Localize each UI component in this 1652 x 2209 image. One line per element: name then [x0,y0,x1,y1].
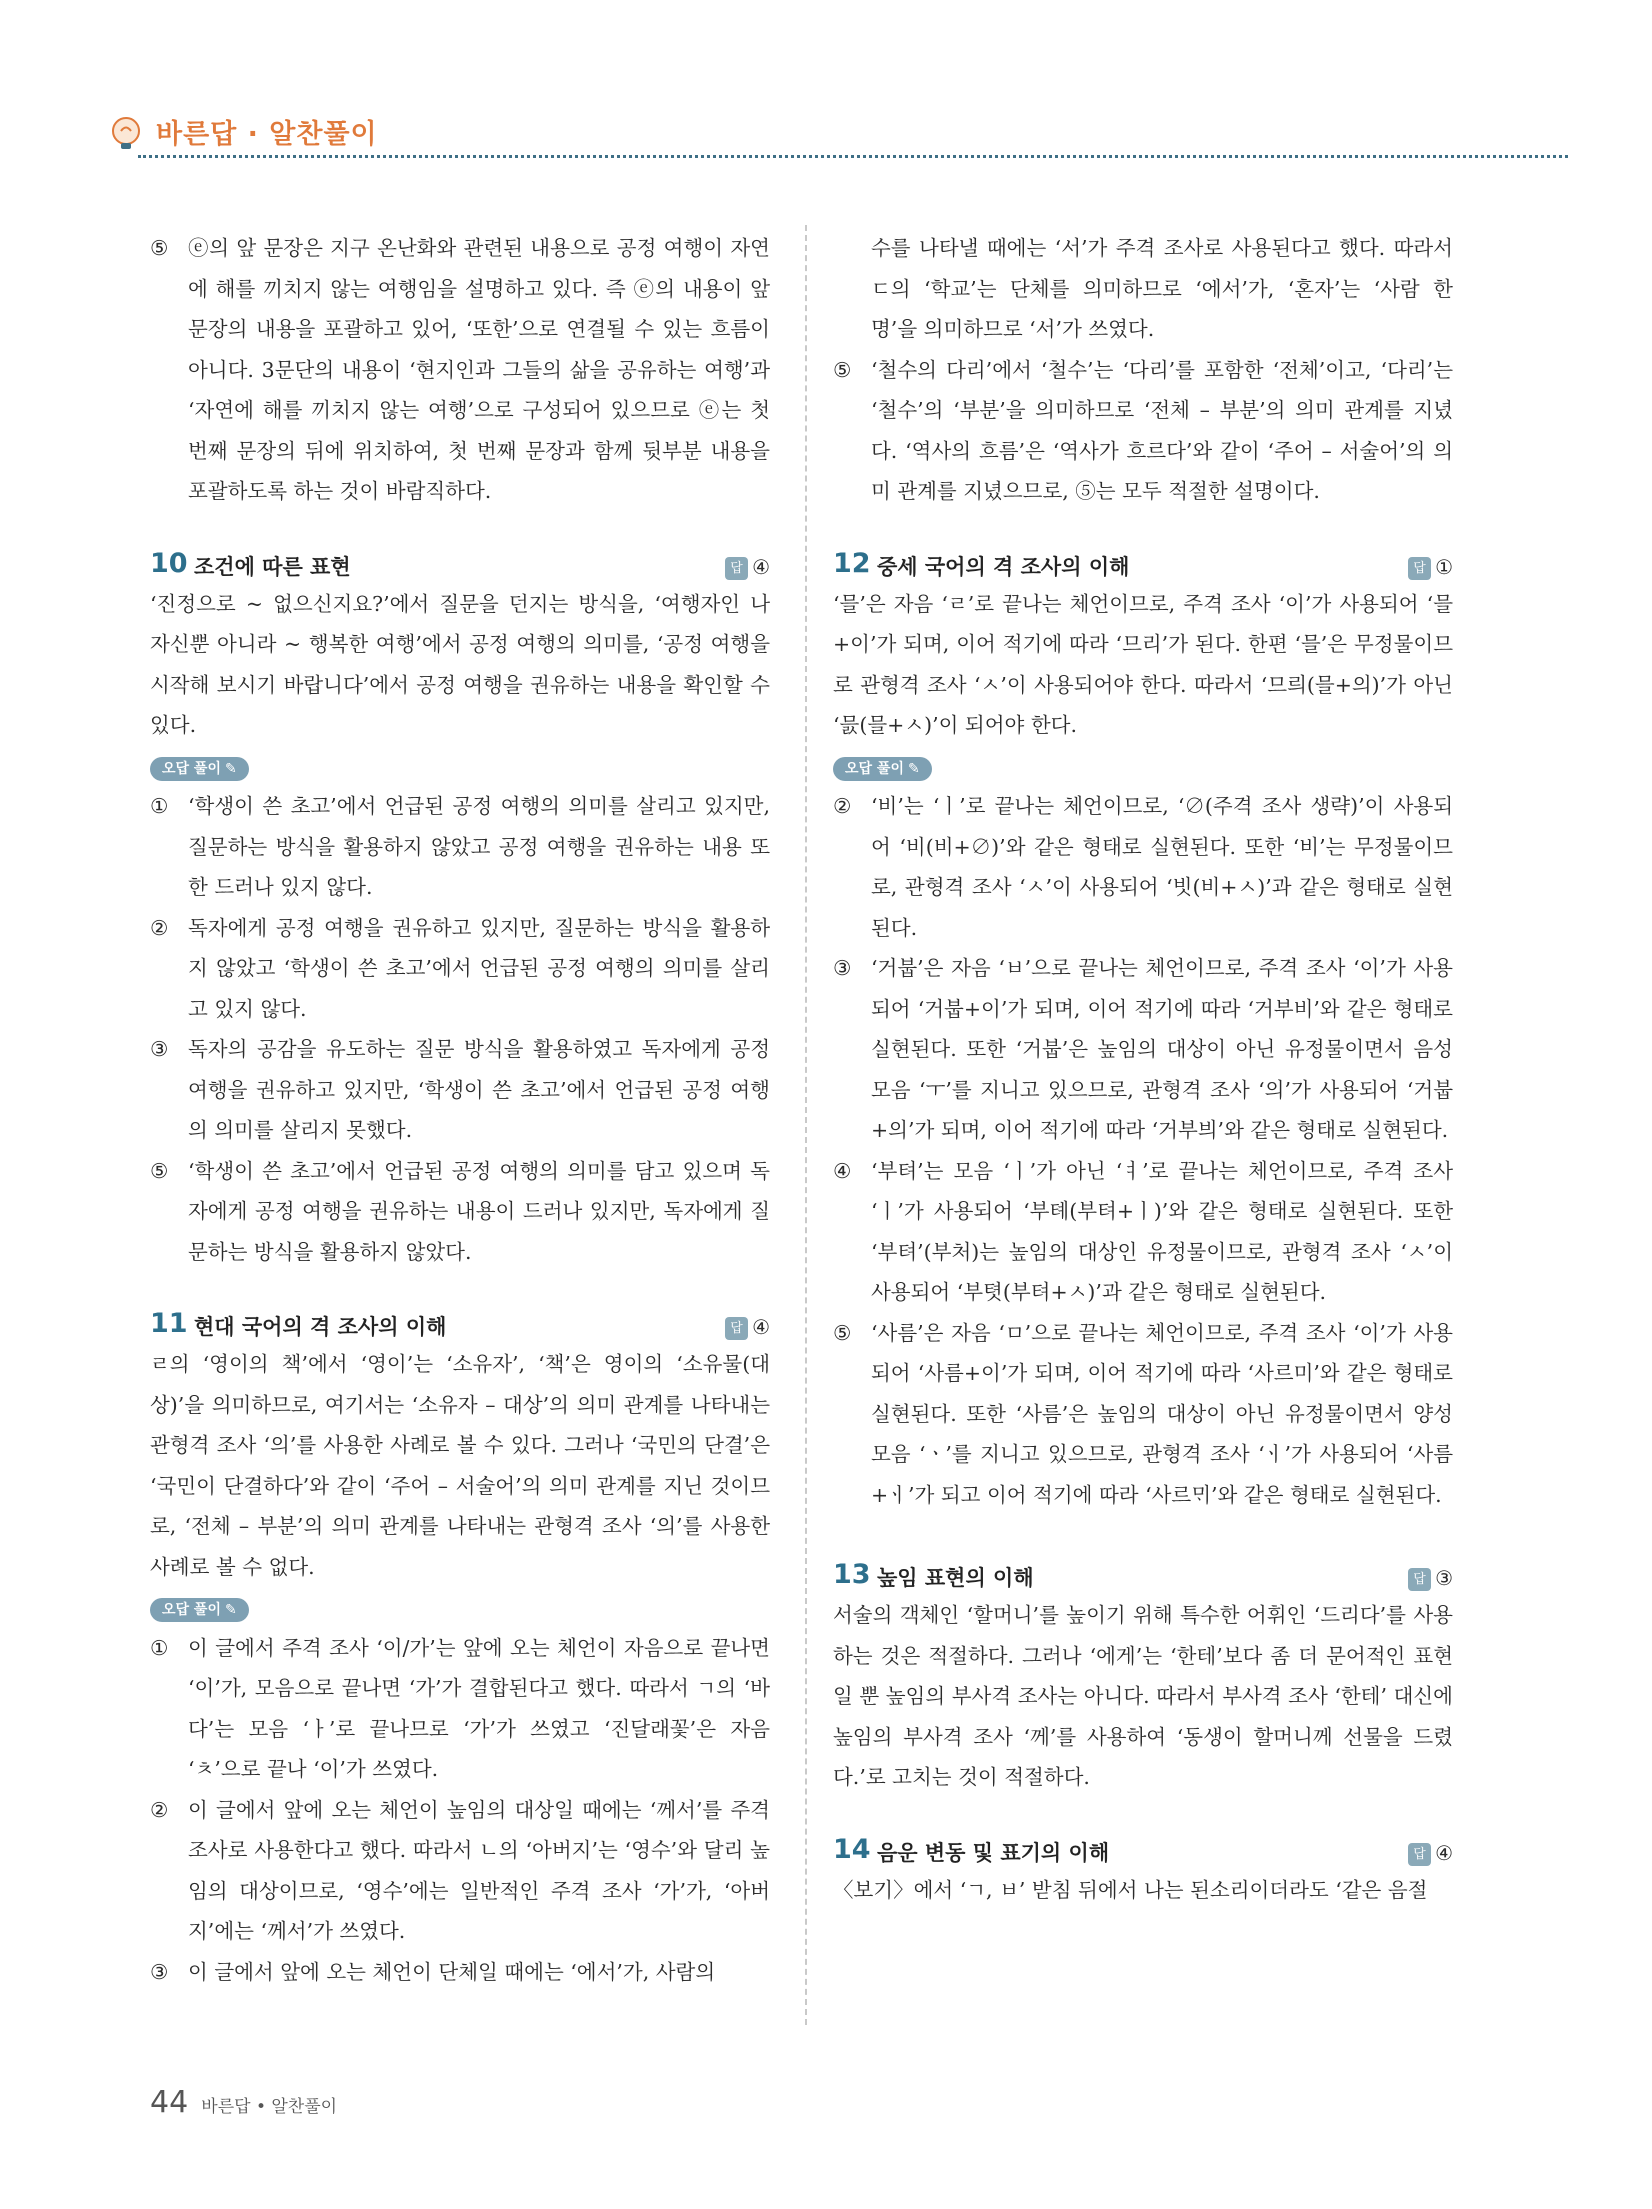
item-text: ‘학생이 쓴 초고’에서 언급된 공정 여행의 의미를 살리고 있지만, 질문하는 방식을 활용하지 않았고 공정 여행을 권유하는 내용 또한 드러나 있지 않다. [188,794,770,899]
item-text: ⓔ의 앞 문장은 지구 온난화와 관련된 내용으로 공정 여행이 자연에 해를 끼치지 않는 여행임을 설명하고 있다. 즉 ⓔ의 내용이 앞 문장의 내용을 포괄하고 있어, ‘또한’으로 연결될 수 있는 흐름이 아니다. 3문단의 내용이 ‘현지인과 그들의 삶을 공유하는 여행’과 ‘자연에 해를 끼치지 않는 여행’으로 구성되어 있으므로 ⓔ는 첫 번째 문장의 뒤에 위치하여, 첫 번째 문장과 함께 뒷부분 내용을 포괄하도록 하는 것이 바람직하다. [188,236,770,503]
lightbulb-icon [108,114,148,154]
section-heading-11 [150,1304,770,1344]
item-number: ② [833,794,852,818]
answer-tag: 답 [1408,557,1431,580]
item-number: ③ [150,1037,169,1061]
pencil-icon: ✎ [224,1602,237,1618]
page-header [108,108,1568,158]
item-number: ④ [833,1158,852,1183]
answer-label [1408,547,1453,588]
list-item [833,786,1453,948]
answer-label [1408,1558,1453,1599]
list-item [150,1151,770,1273]
list-item [150,908,770,1030]
section-number: 14 [833,1833,871,1865]
section-title: 조건에 따른 표현 [194,554,351,579]
column-divider [805,225,807,2025]
pencil-icon: ✎ [224,760,237,777]
item-text: ‘철수의 다리’에서 ‘철수’는 ‘다리’를 포함한 ‘전체’이고, ‘다리’는 ‘철수’의 ‘부분’을 의미하므로 ‘전체 – 부분’의 의미 관계를 지녔다. ‘역사의 흐름’은 ‘역사가 흐르다’와 같이 ‘주어 – 서술어’의 의미 관계를 지녔으므로, ⑤는 모두 적절한 설명이다. [871,357,1453,503]
section-body: ‘믈’은 자음 ‘ㄹ’로 끝나는 체언이므로, 주격 조사 ‘이’가 사용되어 ‘믈+이’가 되며, 이어 적기에 따라 ‘므리’가 된다. 한편 ‘믈’은 무정물이므로 관형격 조사 ‘ㅅ’이 사용되어야 한다. 따라서 ‘므릐(믈+의)’가 아닌 ‘믌(믈+ㅅ)’이 되어야 한다. [833,591,1453,737]
answer-value: ④ [752,554,770,579]
answer-label [1408,1833,1453,1874]
item-text: ‘부텨’는 모음 ‘ㅣ’가 아닌 ‘ㅕ’로 끝나는 체언이므로, 주격 조사 ‘ㅣ’가 사용되어 ‘부톄(부텨+ㅣ)’와 같은 형태로 실현된다. 또한 ‘부텨’(부처)는 높임의 대상인 유정물이므로, 관형격 조사 ‘ㅅ’이 사용되어 ‘부텻(부텨+ㅅ)’과 같은 형태로 실현된다. [871,1158,1453,1304]
list-item [150,1628,770,1790]
item-number: ② [150,915,169,940]
list-item [150,1790,770,1952]
answer-value: ④ [752,1315,770,1339]
wrong-answer-badge: 오답 풀이 ✎ [150,1598,249,1622]
item-number: ⑤ [833,357,852,382]
item-text: 이 글에서 주격 조사 ‘이/가’는 앞에 오는 체언이 자음으로 끝나면 ‘이’가, 모음으로 끝나면 ‘가’가 결합된다고 했다. 따라서 ㄱ의 ‘바다’는 모음 ‘ㅏ’로 끝나므로 ‘가’가 쓰였고 ‘진달래꽃’은 자음 ‘ㅊ’으로 끝나 ‘이’가 쓰였다. [188,1635,770,1781]
header-brand: 바른답 · 알찬풀이 [156,119,378,150]
answer-tag: 답 [725,1317,748,1340]
section-heading-12 [833,544,1453,584]
list-item [150,228,770,512]
section-body: ㄹ의 ‘영이의 책’에서 ‘영이’는 ‘소유자’, ‘책’은 영이의 ‘소유물(대상)’을 의미하므로, 여기서는 ‘소유자 – 대상’의 의미 관계를 나타내는 관형격 조사 ‘의’를 사용한 사례로 볼 수 있다. 그러나 ‘국민의 단결’은 ‘국민이 단결하다’와 같이 ‘주어 – 서술어’의 의미 관계를 지닌 것이므로, ‘전체 – 부분’의 의미 관계를 나타내는 관형격 조사 ‘의’를 사용한 사례로 볼 수 없다. [150,1352,770,1579]
section-number: 13 [833,1559,871,1590]
answer-label [725,1307,770,1348]
item-number: ② [150,1797,169,1822]
list-item [833,948,1453,1151]
answer-tag: 답 [1408,1568,1431,1591]
answer-label [725,547,770,588]
answer-value: ① [1435,554,1453,579]
item-text: ‘사름’은 자음 ‘ㅁ’으로 끝나는 체언이므로, 주격 조사 ‘이’가 사용되어 ‘사름+이’가 되며, 이어 적기에 따라 ‘사르미’와 같은 형태로 실현된다. 또한 ‘사름’은 높임의 대상이 아닌 유정물이면서 양성 모음 ‘ㆍ’를 지니고 있으므로, 관형격 조사 ‘ㆎ’가 사용되어 ‘사름+ㆎ’가 되고 이어 적기에 따라 ‘사르ᄆᆡ’와 같은 형태로 실현된다. [871,1320,1453,1507]
answer-value: ④ [1435,1840,1453,1865]
item-text: 독자의 공감을 유도하는 질문 방식을 활용하였고 독자에게 공정 여행을 권유하고 있지만, ‘학생이 쓴 초고’에서 언급된 공정 여행의 의미를 살리지 못했다. [188,1037,770,1142]
footer-brand: 바른답 • 알찬풀이 [201,2097,338,2117]
list-item [150,786,770,908]
section-body: 서술의 객체인 ‘할머니’를 높이기 위해 특수한 어휘인 ‘드리다’를 사용하는 것은 적절하다. 그러나 ‘에게’는 ‘한테’보다 좀 더 문어적인 표현일 뿐 높임의 부사격 조사는 아니다. 따라서 부사격 조사 ‘한테’ 대신에 높임의 부사격 조사 ‘께’를 사용하여 ‘동생이 할머니께 선물을 드렸다.’로 고치는 것이 적절하다. [833,1603,1453,1789]
list-item [150,1029,770,1151]
list-item [833,350,1453,512]
section-number: 11 [150,1308,188,1339]
item-text: ‘학생이 쓴 초고’에서 언급된 공정 여행의 의미를 담고 있으며 독자에게 공정 여행을 권유하는 내용이 드러나 있지만, 독자에게 질문하는 방식을 활용하지 않았다. [188,1158,770,1264]
header-dotted-rule [138,155,1568,158]
item-number: ① [150,1635,169,1660]
item-text: ‘거붑’은 자음 ‘ㅂ’으로 끝나는 체언이므로, 주격 조사 ‘이’가 사용되어 ‘거붑+이’가 되며, 이어 적기에 따라 ‘거부비’와 같은 형태로 실현된다. 또한 ‘거붑’은 높임의 대상이 아닌 유정물이면서 음성 모음 ‘ㅜ’를 지니고 있으므로, 관형격 조사 ‘의’가 사용되어 ‘거붑+의’가 되며, 이어 적기에 따라 ‘거부븨’와 같은 형태로 실현된다. [871,956,1453,1142]
page-number: 44 [150,2085,189,2120]
item-number: ⑤ [833,1320,852,1345]
wrong-answer-badge: 오답 풀이 ✎ [150,757,249,781]
answer-tag: 답 [1408,1843,1431,1866]
item-number: ① [150,794,169,818]
item-text: 독자에게 공정 여행을 권유하고 있지만, 질문하는 방식을 활용하지 않았고 ‘학생이 쓴 초고’에서 언급된 공정 여행의 의미를 살리고 있지 않다. [188,915,770,1021]
item-text: 수를 나타낼 때에는 ‘서’가 주격 조사로 사용된다고 했다. 따라서 ㄷ의 ‘학교’는 단체를 의미하므로 ‘에서’가, ‘혼자’는 ‘사람 한 명’을 의미하므로 ‘서’가 쓰였다. [871,236,1453,341]
item-text: ‘비’는 ‘ㅣ’로 끝나는 체언이므로, ‘∅(주격 조사 생략)’이 사용되어 ‘비(비+∅)’와 같은 형태로 실현된다. 또한 ‘비’는 무정물이므로, 관형격 조사 ‘ㅅ’이 사용되어 ‘빗(비+ㅅ)’과 같은 형태로 실현된다. [871,794,1453,940]
answer-value: ③ [1435,1566,1453,1590]
section-heading-14 [833,1830,1453,1870]
section-body: ‘진정으로 ~ 없으신지요?’에서 질문을 던지는 방식을, ‘여행자인 나 자신뿐 아니라 ~ 행복한 여행’에서 공정 여행의 의미를, ‘공정 여행을 시작해 보시기 바랍니다’에서 공정 여행을 권유하는 내용을 확인할 수 있다. [150,591,770,737]
item-number: ⑤ [150,236,169,260]
item-text: 이 글에서 앞에 오는 체언이 단체일 때에는 ‘에서’가, 사람의 [188,1959,716,1984]
section-title: 음운 변동 및 표기의 이해 [877,1840,1110,1865]
section-title: 중세 국어의 격 조사의 이해 [877,554,1130,579]
section-heading-10 [150,544,770,584]
item-text: 이 글에서 앞에 오는 체언이 높임의 대상일 때에는 ‘께서’를 주격 조사로 사용한다고 했다. 따라서 ㄴ의 ‘아버지’는 ‘영수’와 달리 높임의 대상이므로, ‘영수’에는 일반적인 주격 조사 ‘가’가, ‘아버지’에는 ‘께서’가 쓰였다. [188,1797,770,1943]
item-number: ⑤ [150,1158,169,1183]
list-item [833,1313,1453,1516]
section-title: 현대 국어의 격 조사의 이해 [194,1315,447,1339]
list-item [150,1952,770,1993]
answer-tag: 답 [725,557,748,580]
list-item-continued [833,228,1453,350]
section-number: 12 [833,547,871,579]
section-heading-13 [833,1555,1453,1595]
item-number: ③ [150,1959,169,1984]
item-number: ③ [833,956,852,980]
wrong-answer-badge: 오답 풀이 ✎ [833,757,932,781]
section-number: 10 [150,547,188,579]
right-column [833,228,1453,1910]
section-body: 〈보기〉에서 ‘ㄱ, ㅂ’ 받침 뒤에서 나는 된소리이더라도 ‘같은 음절 [833,1877,1428,1902]
page-footer [150,2085,337,2120]
list-item [833,1151,1453,1313]
pencil-icon: ✎ [907,760,920,777]
left-column [150,228,770,1992]
section-title: 높임 표현의 이해 [877,1566,1034,1590]
